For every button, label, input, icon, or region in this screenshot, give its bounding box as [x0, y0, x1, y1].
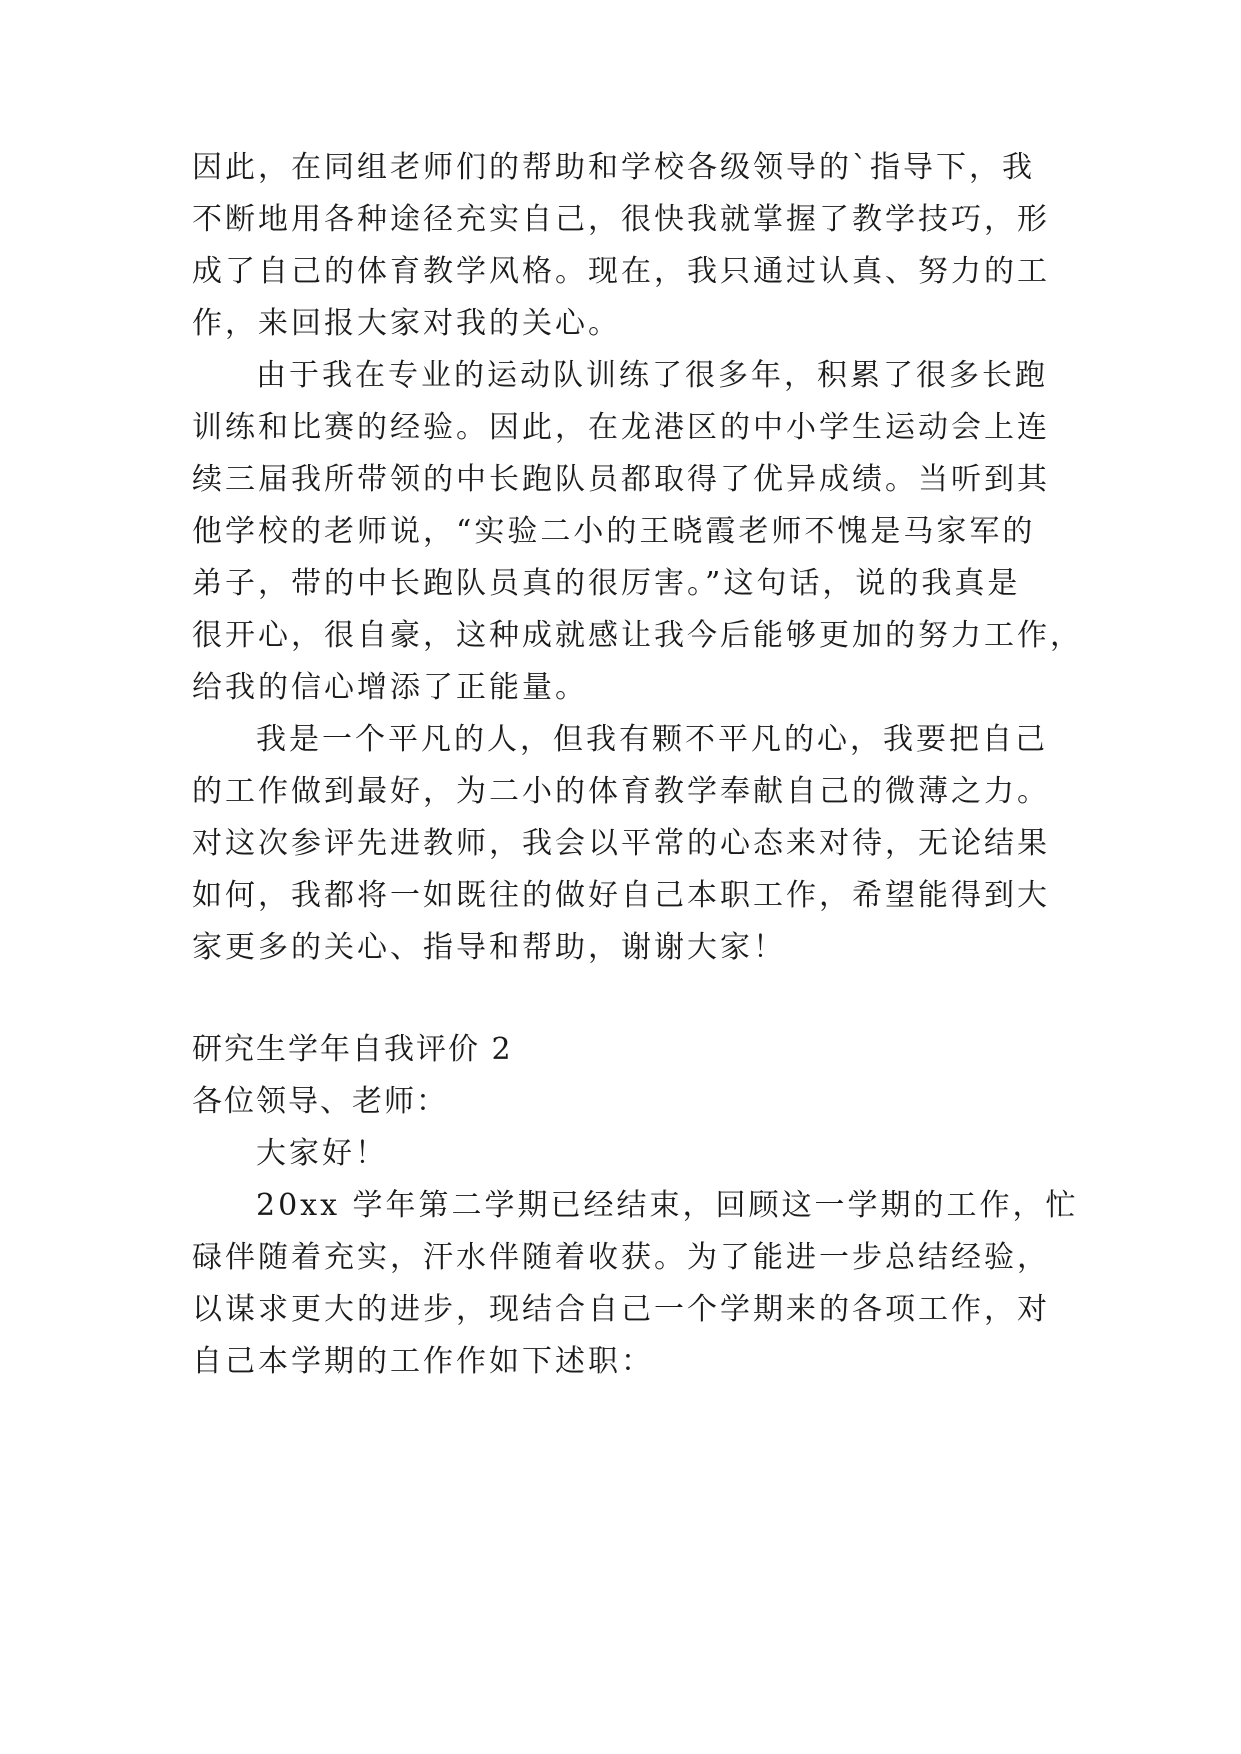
salutation: 各位领导、老师： — [192, 1084, 448, 1119]
paragraph-2-line-2: 训练和比赛的经验。因此，在龙港区的中小学生运动会上连 — [192, 410, 1050, 445]
paragraph-2-line-3: 续三届我所带领的中长跑队员都取得了优异成绩。当听到其 — [192, 462, 1050, 497]
paragraph-2-line-5: 弟子，带的中长跑队员真的很厉害。”这句话，说的我真是 — [192, 566, 1021, 601]
paragraph-2-line-4: 他学校的老师说，“实验二小的王晓霞老师不愧是马家军的 — [192, 514, 1036, 549]
paragraph-4-line-1: 20xx 学年第二学期已经结束，回顾这一学期的工作，忙 — [256, 1188, 1079, 1223]
paragraph-4-line-2: 碌伴随着充实，汗水伴随着收获。为了能进一步总结经验， — [192, 1240, 1050, 1275]
paragraph-4-line-3: 以谋求更大的进步，现结合自己一个学期来的各项工作，对 — [192, 1292, 1050, 1327]
paragraph-2-line-7: 给我的信心增添了正能量。 — [192, 670, 588, 705]
paragraph-1-line-3: 成了自己的体育教学风格。现在，我只通过认真、努力的工 — [192, 254, 1050, 289]
greeting: 大家好！ — [256, 1136, 388, 1171]
paragraph-3-line-2: 的工作做到最好，为二小的体育教学奉献自己的微薄之力。 — [192, 774, 1050, 809]
paragraph-1-line-1: 因此，在同组老师们的帮助和学校各级领导的`指导下，我 — [192, 150, 1035, 185]
paragraph-3-line-4: 如何，我都将一如既往的做好自己本职工作，希望能得到大 — [192, 878, 1050, 913]
paragraph-3-line-1: 我是一个平凡的人，但我有颗不平凡的心，我要把自己 — [256, 722, 1048, 757]
paragraph-1-line-2: 不断地用各种途径充实自己，很快我就掌握了教学技巧，形 — [192, 202, 1050, 237]
paragraph-1-line-4: 作，来回报大家对我的关心。 — [192, 306, 621, 341]
paragraph-2-line-1: 由于我在专业的运动队训练了很多年，积累了很多长跑 — [256, 358, 1048, 393]
paragraph-3-line-5: 家更多的关心、指导和帮助，谢谢大家！ — [192, 930, 786, 965]
section-title: 研究生学年自我评价 2 — [192, 1032, 513, 1067]
paragraph-2-line-6: 很开心，很自豪，这种成就感让我今后能够更加的努力工作， — [192, 618, 1083, 653]
paragraph-4-line-4: 自己本学期的工作作如下述职： — [192, 1344, 654, 1379]
paragraph-3-line-3: 对这次参评先进教师，我会以平常的心态来对待，无论结果 — [192, 826, 1050, 861]
